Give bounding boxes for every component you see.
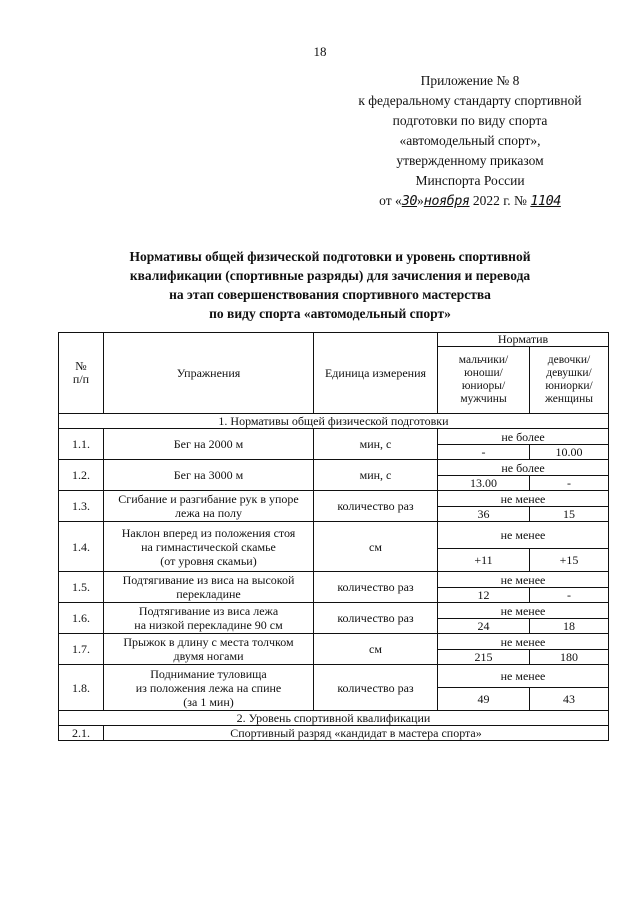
row-number: 1.3. [59, 491, 104, 522]
male-value: - [438, 445, 530, 460]
appendix-line: утвержденному приказом [396, 153, 544, 168]
norm-qualifier: не более [438, 429, 609, 445]
exercise-name: Сгибание и разгибание рук в упоре лежа на полу [104, 491, 314, 522]
norm-qualifier: не менее [438, 665, 609, 688]
handwritten-day: 30 [401, 193, 418, 209]
row-number: 1.1. [59, 429, 104, 460]
norm-qualifier: не менее [438, 522, 609, 549]
row-number: 1.4. [59, 522, 104, 572]
unit-of-measure: мин, с [314, 460, 438, 491]
heading-line: на этап совершенствования спортивного мастерства [169, 287, 491, 302]
female-value: 180 [530, 650, 609, 665]
heading-line: Нормативы общей физической подготовки и уровень спортивной [129, 249, 531, 264]
order-date-line [330, 191, 610, 211]
header-unit: Единица измерения [314, 333, 438, 414]
heading-line: по виду спорта «автомодельный спорт» [209, 306, 451, 321]
exercise-name: Бег на 3000 м [104, 460, 314, 491]
exercise-name: Поднимание туловища из положения лежа на спине (за 1 мин) [104, 665, 314, 711]
male-value: 36 [438, 507, 530, 522]
unit-of-measure: количество раз [314, 572, 438, 603]
table-row [59, 572, 609, 588]
row-number: 1.5. [59, 572, 104, 603]
header-exercise: Упражнения [104, 333, 314, 414]
male-value: 49 [438, 688, 530, 711]
exercise-name: Подтягивание из виса на высокой перекладине [104, 572, 314, 603]
unit-of-measure: см [314, 522, 438, 572]
document-heading [40, 247, 620, 323]
female-value: +15 [530, 549, 609, 572]
row-number: 1.6. [59, 603, 104, 634]
female-value: 15 [530, 507, 609, 522]
handwritten-order-number: 1104 [530, 193, 561, 209]
norm-qualifier: не более [438, 460, 609, 476]
header-norm: Норматив [438, 333, 609, 347]
norm-qualifier: не менее [438, 634, 609, 650]
unit-of-measure: мин, с [314, 429, 438, 460]
norm-qualifier: не менее [438, 572, 609, 588]
female-value: 18 [530, 619, 609, 634]
sport-rank: Спортивный разряд «кандидат в мастера спорта» [104, 726, 609, 741]
section-2-title: 2. Уровень спортивной квалификации [59, 711, 609, 726]
appendix-line: подготовки по виду спорта [392, 113, 548, 128]
table-header-row [59, 333, 609, 347]
header-number: № п/п [59, 333, 104, 414]
heading-line: квалификации (спортивные разряды) для зачисления и перевода [129, 268, 531, 283]
row-number: 1.8. [59, 665, 104, 711]
unit-of-measure: см [314, 634, 438, 665]
exercise-name: Наклон вперед из положения стоя на гимнастической скамье (от уровня скамьи) [104, 522, 314, 572]
table-row [59, 460, 609, 476]
exercise-name: Подтягивание из виса лежа на низкой перекладине 90 см [104, 603, 314, 634]
female-value: 43 [530, 688, 609, 711]
appendix-header [330, 71, 610, 211]
table-row [59, 522, 609, 549]
header-female: девочки/ девушки/ юниорки/ женщины [530, 347, 609, 414]
unit-of-measure: количество раз [314, 665, 438, 711]
exercise-name: Прыжок в длину с места толчком двумя ногами [104, 634, 314, 665]
appendix-line: к федеральному стандарту спортивной [358, 93, 582, 108]
female-value: 10.00 [530, 445, 609, 460]
male-value: 215 [438, 650, 530, 665]
date-prefix: от « [379, 193, 402, 208]
table-row [59, 665, 609, 688]
male-value: 13.00 [438, 476, 530, 491]
norm-qualifier: не менее [438, 603, 609, 619]
norms-table [58, 332, 609, 741]
row-number: 2.1. [59, 726, 104, 741]
male-value: 24 [438, 619, 530, 634]
date-mid: » [417, 193, 424, 208]
exercise-name: Бег на 2000 м [104, 429, 314, 460]
appendix-line: Минспорта России [415, 173, 525, 188]
table-row [59, 603, 609, 619]
section-row [59, 711, 609, 726]
date-year: 2022 г. № [472, 193, 527, 208]
table-row [59, 491, 609, 507]
page-number: 18 [313, 44, 327, 59]
row-number: 1.2. [59, 460, 104, 491]
female-value: - [530, 476, 609, 491]
unit-of-measure: количество раз [314, 491, 438, 522]
section-row [59, 414, 609, 429]
section-1-title: 1. Нормативы общей физической подготовки [59, 414, 609, 429]
handwritten-month: ноября [423, 193, 470, 209]
appendix-title: Приложение № 8 [420, 73, 520, 88]
row-number: 1.7. [59, 634, 104, 665]
male-value: +11 [438, 549, 530, 572]
unit-of-measure: количество раз [314, 603, 438, 634]
header-male: мальчики/ юноши/ юниоры/ мужчины [438, 347, 530, 414]
table-row [59, 634, 609, 650]
male-value: 12 [438, 588, 530, 603]
norm-qualifier: не менее [438, 491, 609, 507]
table-row [59, 429, 609, 445]
appendix-line: «автомодельный спорт», [399, 133, 541, 148]
female-value: - [530, 588, 609, 603]
table-row [59, 726, 609, 741]
